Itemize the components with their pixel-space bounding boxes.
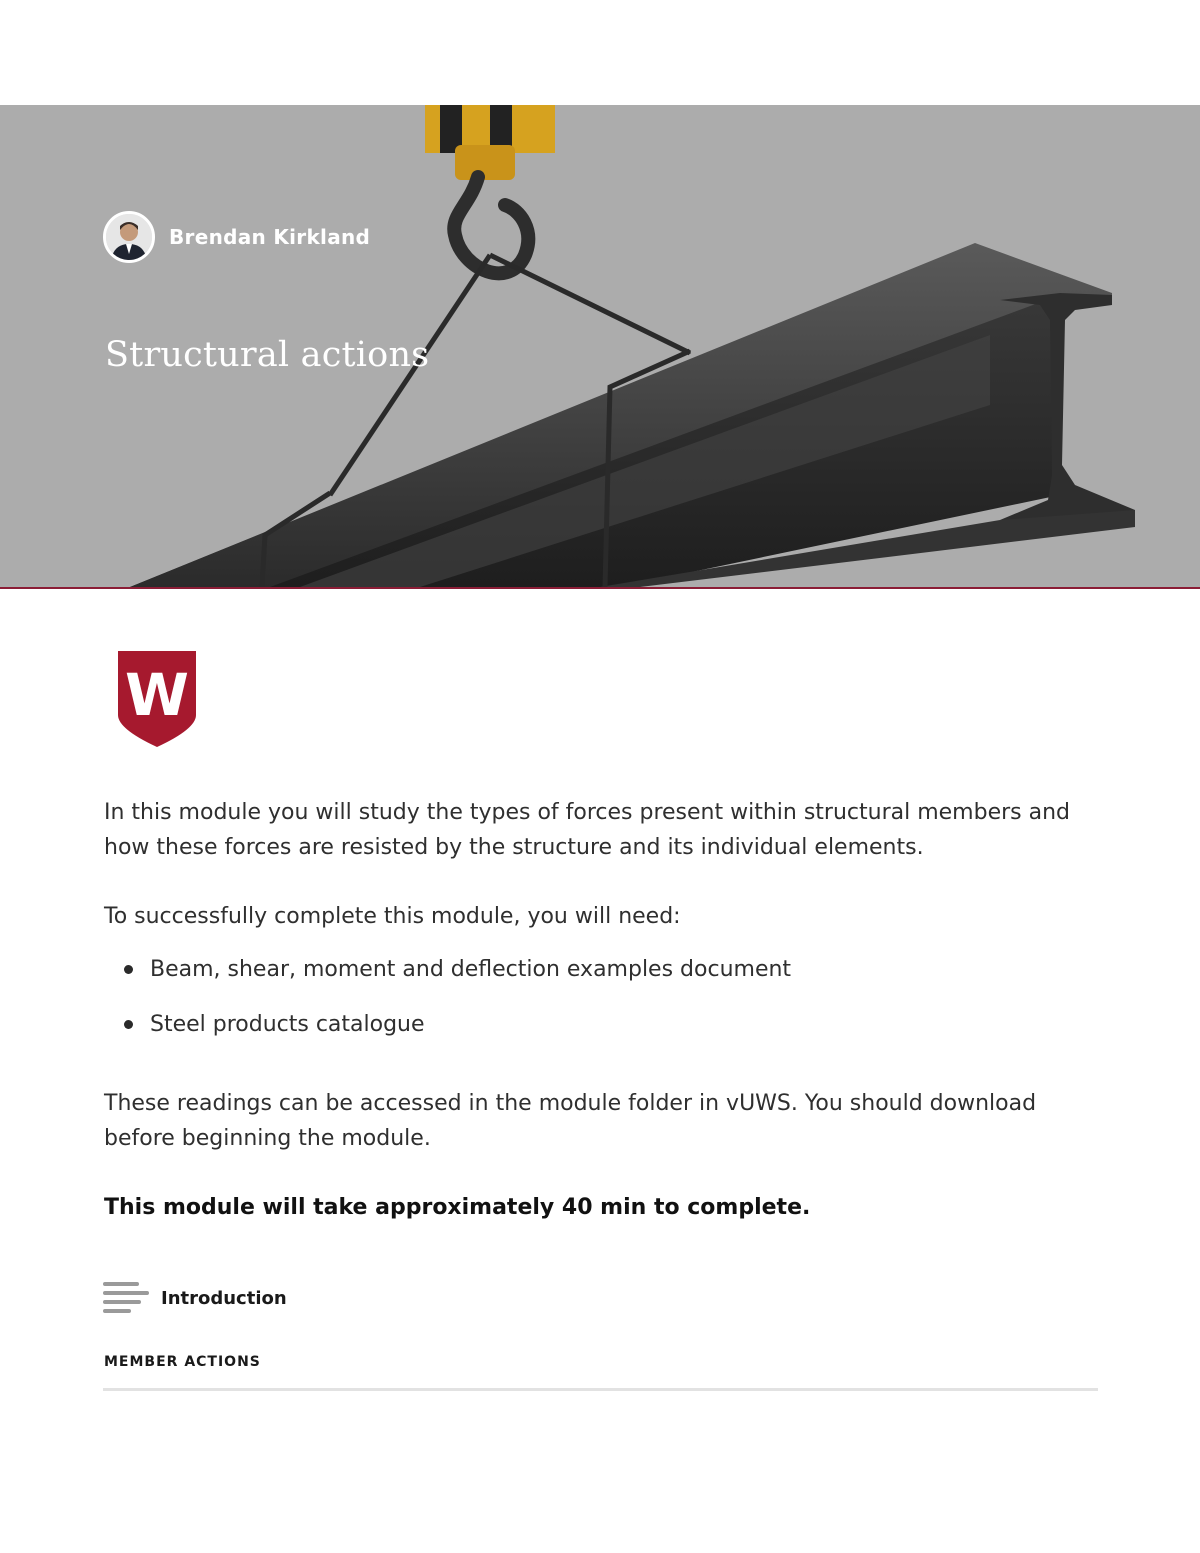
bullet-icon: [124, 1020, 133, 1029]
bullet-icon: [124, 965, 133, 974]
section-divider: [103, 1388, 1098, 1391]
requirements-list: [104, 952, 1094, 1042]
author-info: [103, 209, 370, 265]
list-item: [104, 1007, 1094, 1042]
readings-paragraph: These readings can be accessed in the module folder in vUWS. You should download before beginning the module.: [104, 1091, 1037, 1151]
person-icon: [106, 214, 152, 260]
duration-note: This module will take approximately 40 min to complete.: [104, 1195, 811, 1220]
text-lines-icon: [103, 1280, 149, 1316]
lesson-label: Introduction: [161, 1287, 287, 1309]
requirement-text: Steel products catalogue: [150, 1012, 425, 1037]
intro-paragraph: In this module you will study the types of forces present within structural members and how these forces are resisted by the structure and its individual elements.: [104, 800, 1071, 860]
list-item: [104, 952, 1094, 987]
page-title: Structural actions: [105, 335, 430, 375]
module-description: [104, 795, 1094, 1225]
section-heading: MEMBER ACTIONS: [104, 1354, 261, 1370]
lesson-link-introduction[interactable]: [103, 1280, 287, 1316]
requirements-heading: To successfully complete this module, you will need:: [104, 904, 681, 929]
author-avatar: [103, 211, 155, 263]
requirement-text: Beam, shear, moment and deflection examples document: [150, 957, 792, 982]
shield-icon: [117, 649, 197, 749]
university-logo: [117, 649, 197, 749]
author-name: Brendan Kirkland: [169, 225, 371, 249]
logo-letter: W: [125, 661, 189, 729]
